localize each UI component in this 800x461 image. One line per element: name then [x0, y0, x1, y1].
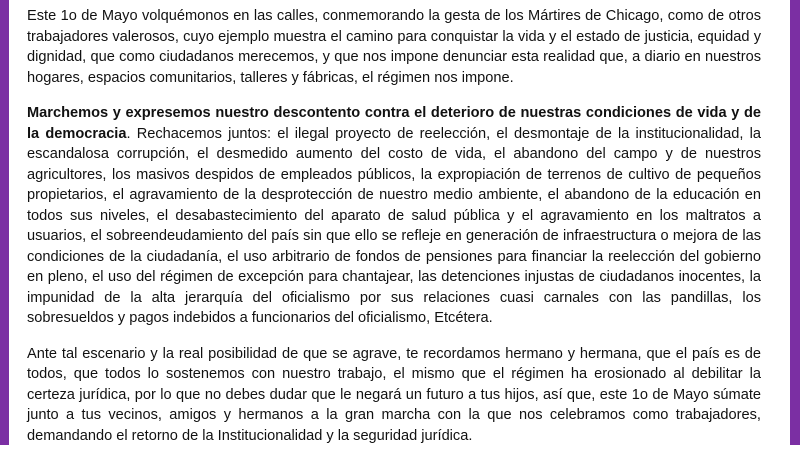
paragraph-2-text: . Rechacemos juntos: el ilegal proyecto de reelección, el desmontaje de la institucionalidad, la escandalosa corrupción, el desmedido aumento del costo de vida, el abandono del campo y de nuestros agricultores, los masivos despidos de empleados públicos, la expropiación de terrenos de cultivo de pequeños propietarios, el agravamiento de la desprotección de nuestro medio ambiente, el abandono de la educación en todos sus niveles, el desabastecimiento del aparato de salud pública y el agravamiento en los maltratos a usuarios, el sobreendeudamiento del país sin que ello se refleje en generación de infraestructura o mejora de las condiciones de la ciudadanía, el uso arbitrario de fondos de pensiones para financiar la reelección del gobierno en pleno, el uso del régimen de excepción para chantajear, las detenciones injustas de ciudadanos inocentes, la impunidad de la alta jerarquía del oficialismo por sus relaciones cuasi carnales con las pandillas, los sobresueldos y pagos indebidos a funcionarios del oficialismo, Etcétera.: [27, 125, 761, 326]
left-purple-border: [0, 0, 9, 445]
right-purple-border: [790, 0, 800, 445]
document-body: [27, 6, 761, 461]
paragraph-1: Este 1o de Mayo volquémonos en las calles, conmemorando la gesta de los Mártires de Chicago, como de otros trabajadores valerosos, cuyo ejemplo muestra el camino para conquistar la vida y el estado de justicia, equidad y dignidad, que como ciudadanos merecemos, y que nos impone denunciar esta realidad que, a diario en nuestros hogares, espacios comunitarios, talleres y fábricas, el régimen nos impone.: [27, 8, 761, 86]
paragraph-2-bold-lead: Marchemos y expresemos nuestro descontento contra el deterioro de nuestras condiciones de vida y de la democracia: [27, 105, 761, 142]
paragraph-3: Ante tal escenario y la real posibilidad de que se agrave, te recordamos hermano y hermana, que el país es de todos, que todos lo sostenemos con nuestro trabajo, el mismo que el régimen ha erosionado al debilitar la certeza jurídica, por lo que no debes dudar que le negará un futuro a tus hijos, así que, este 1o de Mayo súmate junto a tus vecinos, amigos y hermanos a la gran marcha con la que nos celebramos como trabajadores, demandando el retorno de la Institucionalidad y la seguridad jurídica.: [27, 345, 761, 444]
paragraph-2: [27, 103, 761, 329]
